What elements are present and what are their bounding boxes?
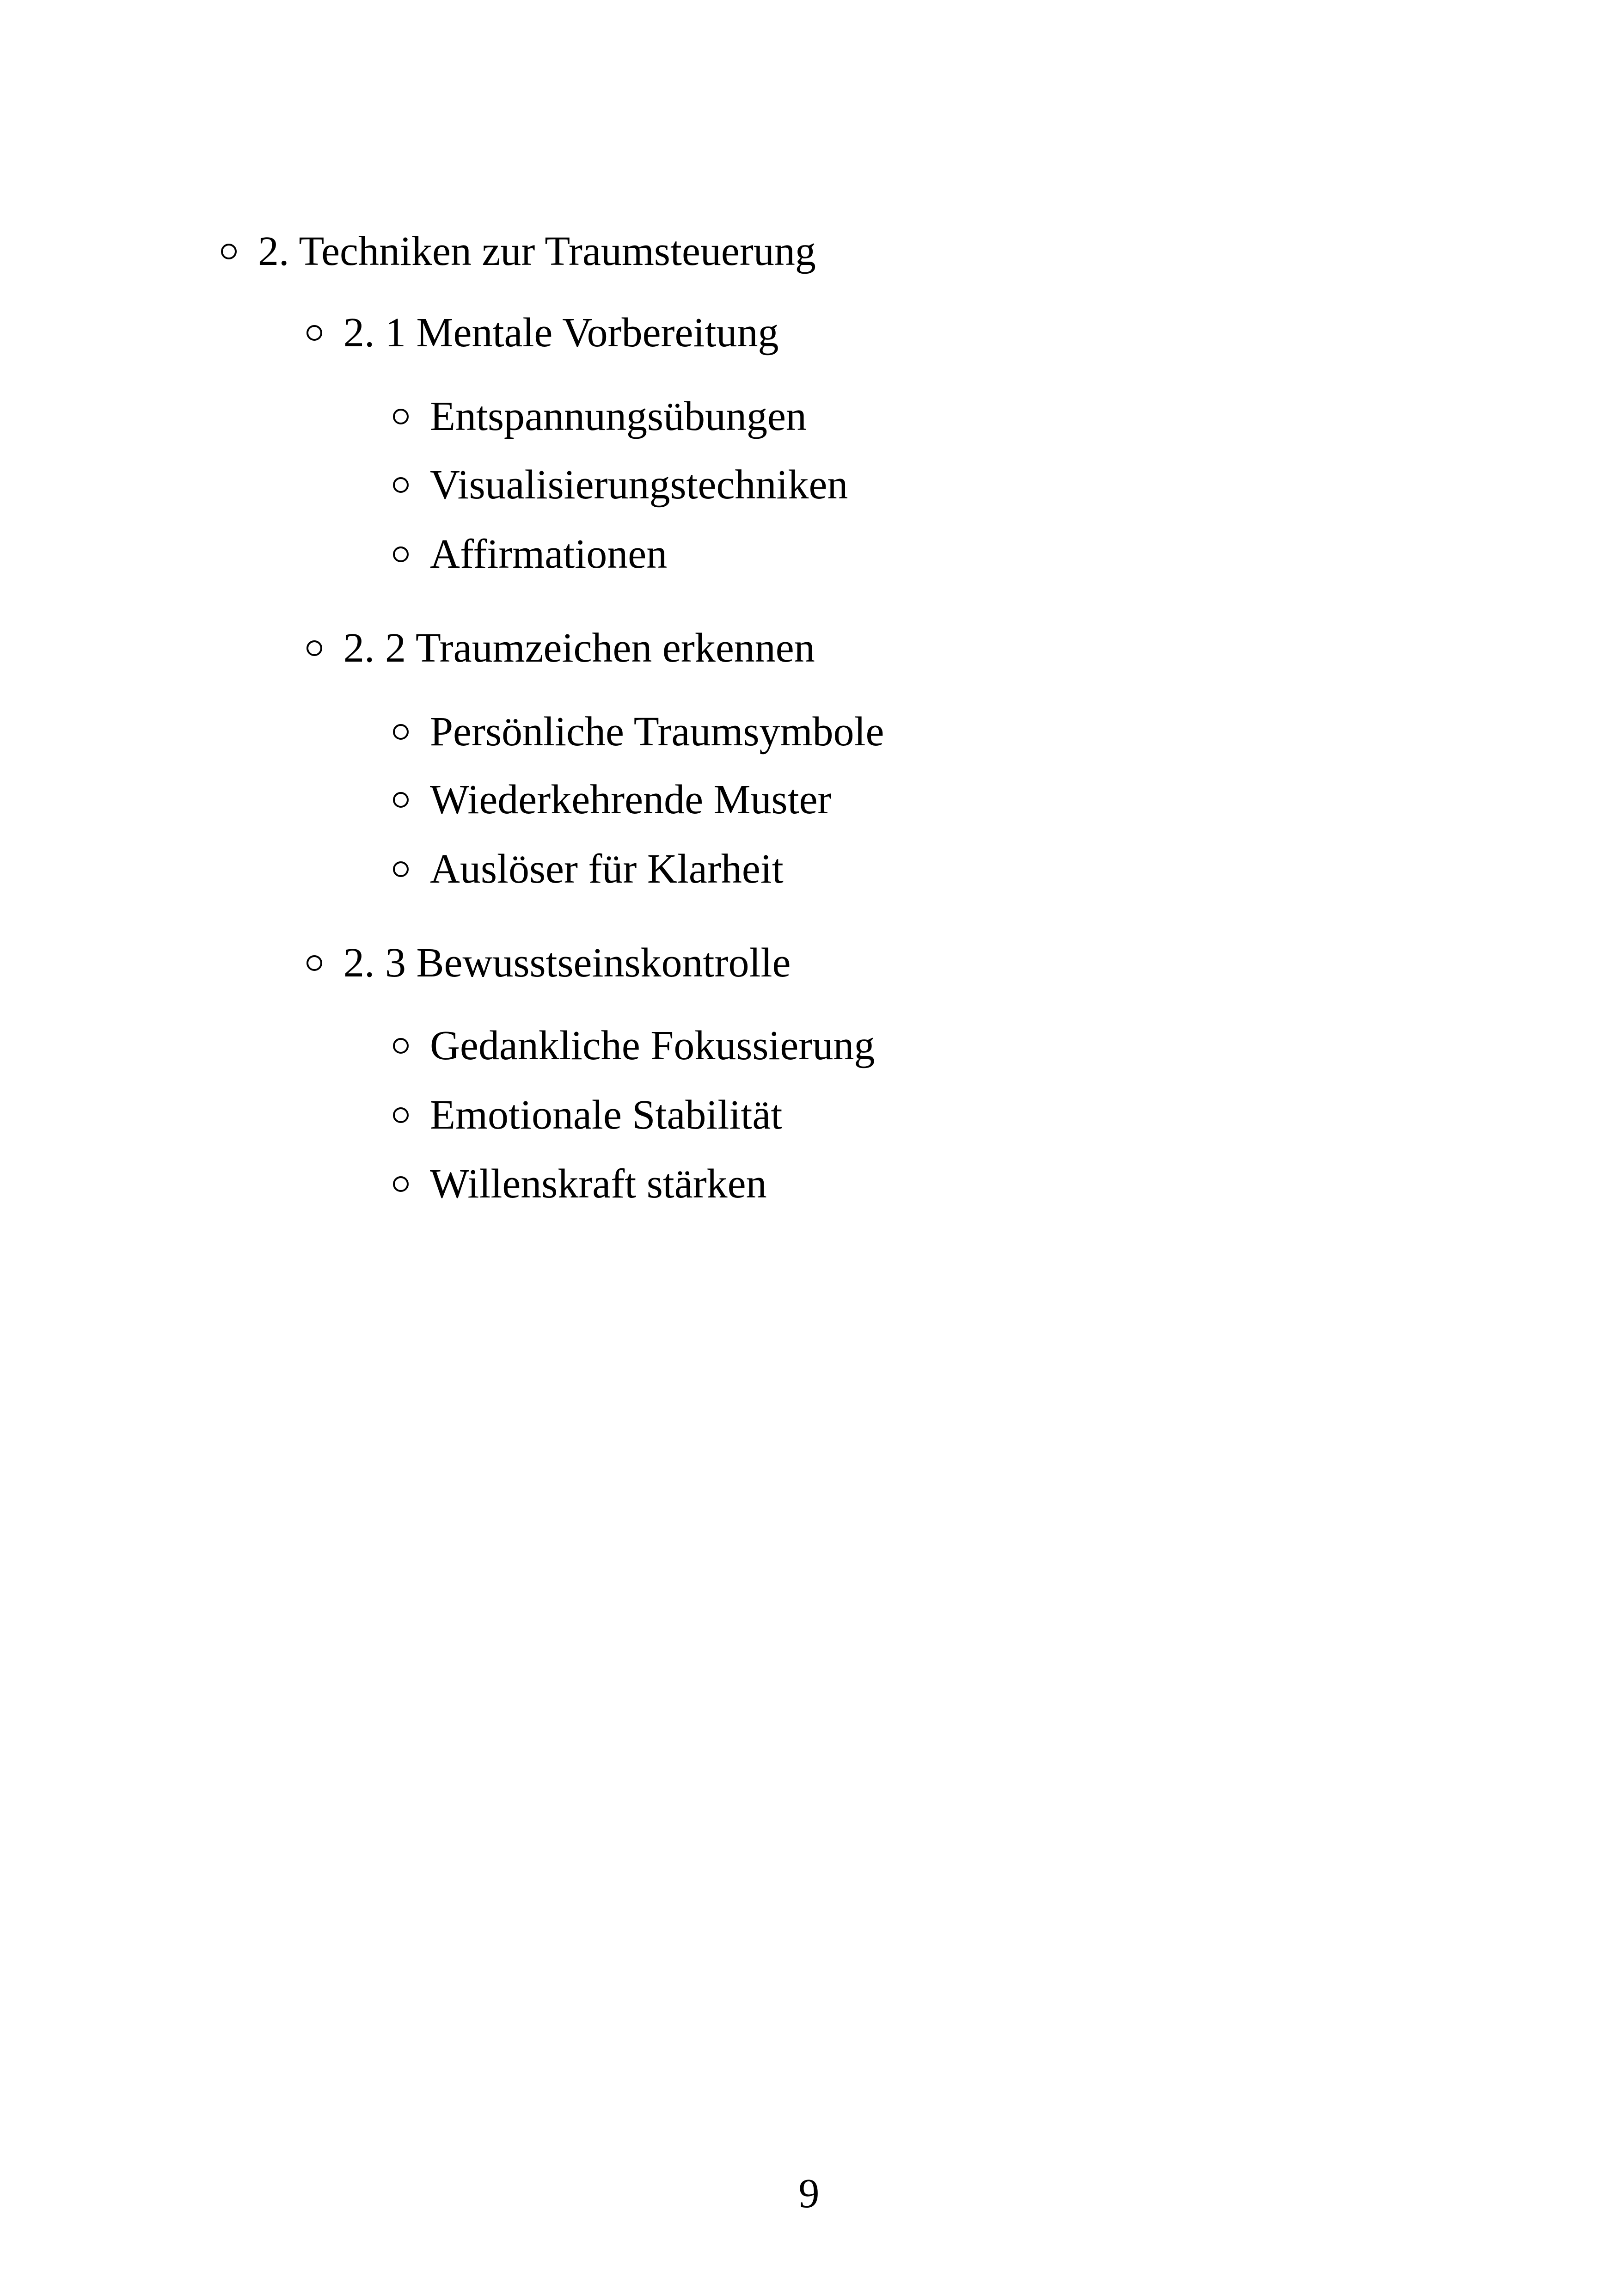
hollow-circle-bullet-icon: [306, 955, 322, 971]
list-item: Willenskraft stärken: [430, 1161, 767, 1207]
hollow-circle-bullet-icon: [393, 1107, 409, 1123]
hollow-circle-bullet-icon: [221, 244, 237, 259]
subsection-heading: 2. 1 Mentale Vorbereitung: [343, 310, 779, 356]
list-item: Entspannungsübungen: [430, 393, 807, 439]
hollow-circle-bullet-icon: [393, 477, 409, 493]
list-item: Visualisierungstechniken: [430, 462, 848, 508]
list-item: Gedankliche Fokussierung: [430, 1023, 875, 1068]
subsection-heading: 2. 3 Bewusstseinskontrolle: [343, 940, 791, 986]
list-item: Persönliche Traumsymbole: [430, 709, 884, 755]
subsection-heading: 2. 2 Traumzeichen erkennen: [343, 625, 815, 671]
hollow-circle-bullet-icon: [393, 1176, 409, 1192]
hollow-circle-bullet-icon: [393, 861, 409, 877]
section-heading: 2. Techniken zur Traumsteuerung: [258, 228, 816, 274]
list-item: Auslöser für Klarheit: [430, 846, 784, 892]
list-item: Emotionale Stabilität: [430, 1092, 783, 1138]
hollow-circle-bullet-icon: [393, 724, 409, 740]
page-number: 9: [798, 2171, 820, 2216]
hollow-circle-bullet-icon: [393, 546, 409, 562]
list-item: Affirmationen: [430, 531, 668, 577]
hollow-circle-bullet-icon: [393, 792, 409, 808]
hollow-circle-bullet-icon: [306, 325, 322, 341]
hollow-circle-bullet-icon: [393, 409, 409, 424]
hollow-circle-bullet-icon: [393, 1038, 409, 1054]
hollow-circle-bullet-icon: [306, 640, 322, 656]
list-item: Wiederkehrende Muster: [430, 777, 832, 823]
